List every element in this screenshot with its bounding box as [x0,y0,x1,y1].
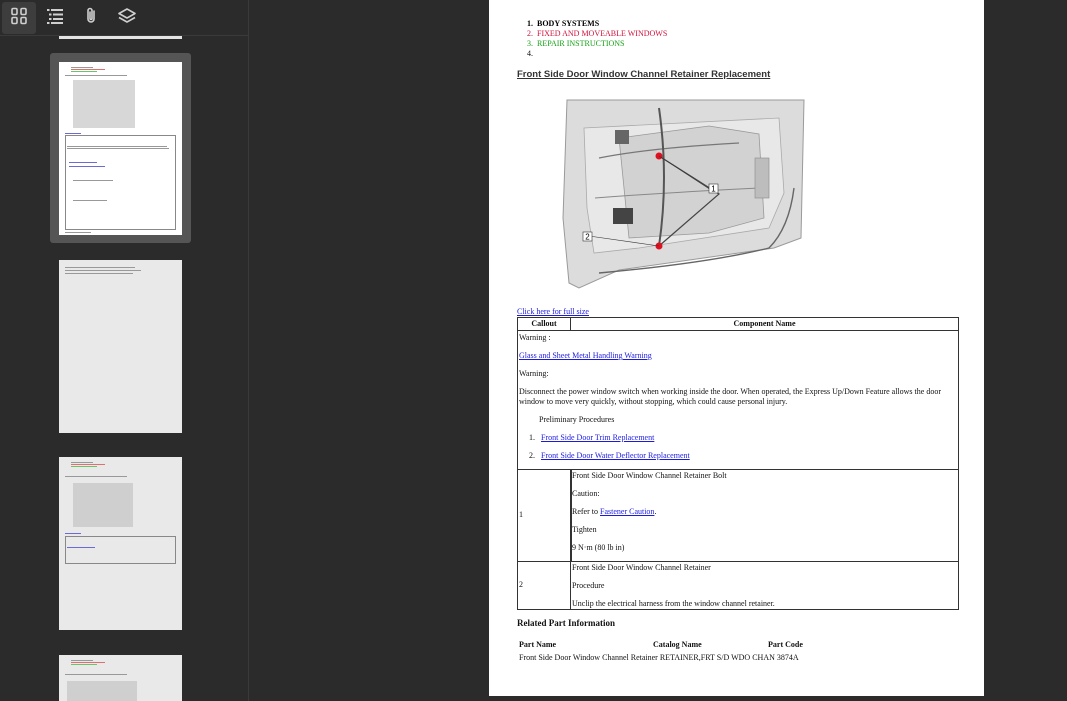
page-title: Front Side Door Window Channel Retainer Replacement [517,69,771,80]
callout-label-2: 2 [585,232,590,242]
page-thumbnail-4[interactable] [59,655,182,701]
front-side-door-trim-link[interactable]: Front Side Door Trim Replacement [541,433,655,442]
page-thumbnail-1[interactable] [59,62,182,235]
table-row [518,469,958,561]
warning-row [518,330,958,469]
glass-handling-warning-link[interactable]: Glass and Sheet Metal Handling Warning [519,351,652,360]
page-thumbnail-3[interactable] [59,457,182,630]
table-row [518,561,958,609]
callout-cell-2: 2 [518,562,571,609]
procedure-item-2: 2. Front Side Door Water Deflector Replacement [529,451,690,460]
page-thumbnail-1-frame[interactable] [50,53,191,243]
paperclip-icon [81,6,101,31]
preliminary-procedures-label: Preliminary Procedures [539,415,615,424]
thumbnails-icon [9,6,29,31]
related-part-title: Related Part Information [517,618,615,628]
breadcrumb-item-4: 4. [527,49,533,58]
page-thumbnail-2[interactable] [59,260,182,433]
warning-label-2: Warning: [519,369,549,378]
document-viewer[interactable] [250,0,1067,701]
layers-button[interactable] [110,2,144,34]
procedure-item-1: 1. Front Side Door Trim Replacement [529,433,655,442]
page-thumbnail-prev[interactable] [59,36,182,39]
breadcrumb-item-3[interactable]: 3. REPAIR INSTRUCTIONS [527,39,625,48]
warning-label: Warning : [519,333,551,342]
procedure-label: Procedure [572,581,605,590]
component-table [517,317,959,610]
caution-label: Caution: [572,489,600,498]
tighten-label: Tighten [572,525,597,534]
component-name-2: Front Side Door Window Channel Retainer [572,563,711,572]
procedure-step: Unclip the electrical harness from the window channel retainer. [572,599,775,608]
callout-cell-1: 1 [518,470,571,561]
breadcrumb-item-1[interactable]: 1. BODY SYSTEMS [527,19,600,28]
column-header-component-name: Component Name [733,319,796,328]
torque-value: 9 N·m (80 lb in) [572,543,625,552]
fastener-caution-link[interactable]: Fastener Caution [600,507,655,516]
full-size-link[interactable]: Click here for full size [517,307,589,316]
part-code-header: Part Code [768,640,803,649]
component-name-1: Front Side Door Window Channel Retainer Bolt [572,471,727,480]
sidebar-toolbar [0,0,249,36]
door-diagram-figure [559,98,809,294]
layers-icon [117,6,137,31]
refer-to-text: Refer to Fastener Caution. [572,507,657,516]
outline-icon [45,6,65,31]
callout-label-1: 1 [711,184,716,194]
water-deflector-link[interactable]: Front Side Door Water Deflector Replacement [541,451,690,460]
part-name-header: Part Name [519,640,557,649]
thumbnails-button[interactable] [2,2,36,34]
breadcrumb [527,19,667,59]
related-part-row: Front Side Door Window Channel Retainer RETAINER,FRT S/D WDO CHAN 3874A [519,653,799,662]
column-header-callout: Callout [518,318,571,330]
warning-text: Disconnect the power window switch when working inside the door. When operated, the Express Up/Down Feature allows the door window to move very quickly, without stopping, which could cause personal injury. [519,387,941,406]
attachments-button[interactable] [74,2,108,34]
sidebar [0,0,249,701]
catalog-name-header: Catalog Name [653,640,702,649]
table-header-row [518,318,958,330]
outline-button[interactable] [38,2,72,34]
breadcrumb-item-2[interactable]: 2. FIXED AND MOVEABLE WINDOWS [527,29,668,38]
document-page [489,0,984,696]
